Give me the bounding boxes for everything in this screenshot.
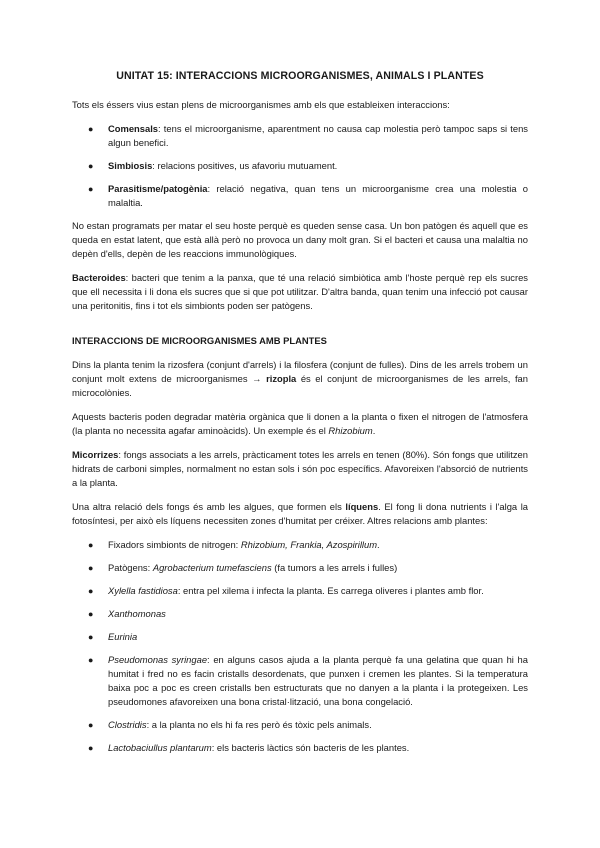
- list-item: ● Lactobaciullus plantarum: els bacteris làctics són bacteris de les plantes.: [88, 742, 410, 753]
- bullet-icon: ●: [88, 720, 94, 730]
- intro-paragraph: Tots els éssers vius estan plens de microorganismes amb els que estableixen interaccions:: [72, 99, 450, 110]
- list-item: ● Xanthomonas: [88, 608, 166, 619]
- bullet-icon: ●: [88, 124, 94, 134]
- page-title: UNITAT 15: INTERACCIONS MICROORGANISMES, ANIMALS I PLANTES: [116, 70, 484, 82]
- bullet-icon: ●: [88, 743, 94, 753]
- list-item: ● Eurinia: [88, 631, 138, 642]
- list-item: ● Comensals: tens el microorganisme, aparentment no causa cap molestia però tampoc saps si tens algun benefici.: [88, 123, 528, 148]
- micorrizes-paragraph: Micorrizes: fongs associats a les arrels, pràcticament totes les arrels en tenen (80%). Són fongs que utilitzen hidrats de carboni simples, normalment no estan sols i són poc específics. Afavoreixen l'absorció de nutrients a la planta.: [72, 449, 528, 488]
- list-item: ● Pseudomonas syringae: en alguns casos ajuda a la planta perquè fa una gelatina que quan hi ha humitat i fred no es facin cristalls desordenats, que punxen i cremen les plantes. Si la temperatura baixa poc a poc es creen cristalls ben estructurats que no danyen a la planta i la protegeixen. Les pseudomones afavoreixen una bona cristal·lització, una bona congelació.: [88, 654, 528, 707]
- rizosfera-paragraph: Dins la planta tenim la rizosfera (conjunt d'arrels) i la filosfera (conjunt de fulles). Dins de les arrels trobem un conjunt molt extens de microorganismes → rizopla és el conjunt de microorganismes de les arrels, fan microcolònies.: [72, 359, 528, 398]
- bullet-icon: ●: [88, 161, 94, 171]
- list-item: ● Simbiosis: relacions positives, us afavoriu mutuament.: [88, 160, 338, 171]
- list-item: ● Clostridis: a la planta no els hi fa res però és tòxic pels animals.: [88, 719, 372, 730]
- list-item: ● Parasitisme/patogènia: relació negativa, quan tens un microorganisme crea una molestia o malaltia.: [88, 183, 528, 208]
- interactions-list: [72, 122, 528, 210]
- hosts-paragraph: No estan programats per matar el seu hoste perquè es queden sense casa. Un bon patògen és aquell que es queda en estat latent, que està allà però no provoca un dany molt gran. Si el bacteri et causa una malaltia no depèn d'ells, depèn de les reaccions immunològiques.: [72, 220, 528, 259]
- bullet-icon: ●: [88, 586, 94, 596]
- bacteroides-paragraph: Bacteroides: bacteri que tenim a la panxa, que té una relació simbiòtica amb l'hoste perquè rep els sucres que ell necessita i li dona els sucres que si que pot utilitzar. D'altra banda, quan tenim una infecció pot causar una peritonitis, fins i tot els simbionts poden ser patògens.: [72, 272, 528, 311]
- bullet-icon: ●: [88, 184, 94, 194]
- bullet-icon: ●: [88, 563, 94, 573]
- list-item: ● Fixadors simbionts de nitrogen: Rhizobium, Frankia, Azospirillum.: [88, 539, 380, 550]
- bullet-icon: ●: [88, 632, 94, 642]
- plant-relations-list: [72, 538, 528, 755]
- bullet-icon: ●: [88, 609, 94, 619]
- list-item: ● Patògens: Agrobacterium tumefasciens (fa tumors a les arrels i fulles): [88, 562, 398, 573]
- liquens-paragraph: Una altra relació dels fongs és amb les algues, que formen els líquens. El fong li dona nutrients i l'alga la fotosíntesi, per això els líquens necessiten zones d'humitat per créixer. Altres relacions amb plantes:: [72, 501, 528, 526]
- section-title: INTERACCIONS DE MICROORGANISMES AMB PLANTES: [72, 335, 327, 346]
- list-item: ● Xylella fastidiosa: entra pel xilema i infecta la planta. Es carrega oliveres i plantes amb flor.: [88, 585, 484, 596]
- bullet-icon: ●: [88, 655, 94, 665]
- bullet-icon: ●: [88, 540, 94, 550]
- bacteris-paragraph: Aquests bacteris poden degradar matèria orgànica que li donen a la planta o fixen el nitrogen de l'atmosfera (la planta no necessita agafar aminoàcids). Un exemple és el Rhizobium.: [72, 411, 528, 436]
